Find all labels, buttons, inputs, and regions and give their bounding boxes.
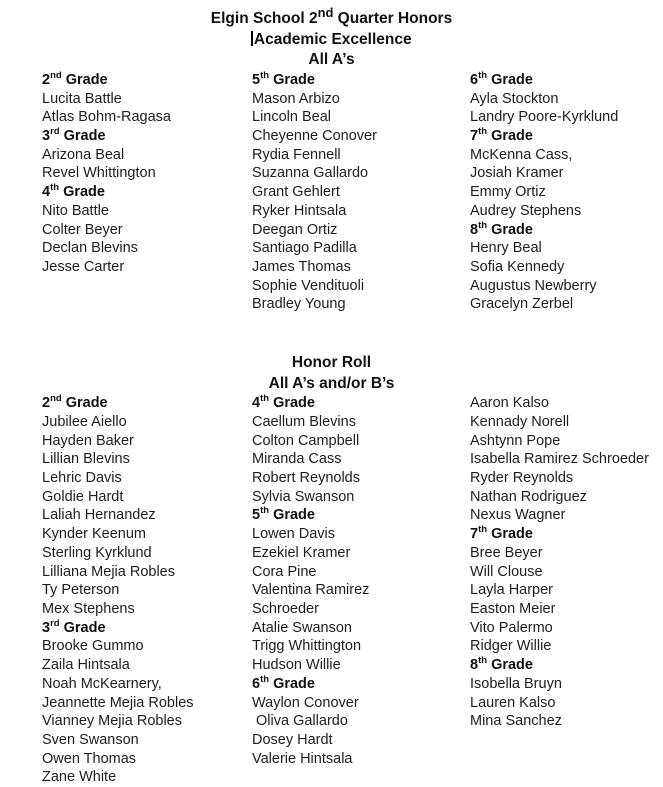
student-name: Isobella Bruyn (470, 675, 562, 692)
student-name: Kennady Norell (470, 413, 570, 430)
student-name: Sven Swanson (42, 731, 139, 748)
student-name: Colter Beyer (42, 221, 123, 238)
student-name: Hudson Willie (252, 657, 341, 674)
student-name: Audrey Stephens (470, 202, 582, 219)
student-name: Lowen Davis (252, 526, 336, 543)
student-name: Nexus Wagner (470, 507, 566, 524)
student-name: Declan Blevins (42, 240, 138, 257)
student-name: Dosey Hardt (252, 731, 333, 748)
student-name: Ezekiel Kramer (252, 544, 351, 561)
student-name: Nathan Rodriguez (470, 488, 587, 505)
student-name: Miranda Cass (252, 451, 342, 468)
student-name: Caellum Blevins (252, 413, 356, 430)
student-name: Atalie Swanson (252, 619, 352, 636)
student-name: Revel Whittington (42, 165, 156, 182)
student-name: Sterling Kyrklund (42, 544, 152, 561)
student-name: Ryker Hintsala (252, 202, 347, 219)
column (470, 71, 663, 314)
document-title-ordinal: nd (317, 5, 334, 20)
grade-header: 8th Grade (470, 655, 533, 674)
grade-header: 3rd Grade (42, 617, 106, 636)
student-name: Henry Beal (470, 240, 542, 257)
student-name: Valerie Hintsala (252, 750, 353, 767)
student-name: Vianney Mejia Robles (42, 713, 182, 730)
academic-excellence-label: Academic Excellence (253, 30, 412, 48)
student-name: Layla Harper (470, 582, 554, 599)
student-name: Lehric Davis (42, 470, 122, 487)
student-name: Ryder Reynolds (470, 470, 574, 487)
student-name: Ashtynn Pope (470, 432, 561, 449)
student-name: Oliva Gallardo (252, 713, 348, 730)
student-name: Colton Campbell (252, 432, 360, 449)
grade-header: 2nd Grade (42, 70, 108, 88)
student-name: Owen Thomas (42, 750, 137, 767)
student-name: Gracelyn Zerbel (470, 296, 574, 313)
student-name: Jeannette Mejia Robles (42, 694, 194, 711)
student-name: Schroeder (252, 601, 319, 617)
grade-header: 5th Grade (252, 70, 315, 88)
student-name: McKenna Cass, (470, 146, 573, 163)
student-name: Augustus Newberry (470, 277, 597, 294)
student-name: Mina Sanchez (470, 713, 562, 730)
student-name: Laliah Hernandez (42, 507, 156, 524)
student-name: Cheyenne Conover (252, 128, 377, 145)
student-name: Easton Meier (470, 601, 556, 617)
grade-header: 7th Grade (470, 126, 533, 145)
student-name: Noah McKearnery, (42, 675, 162, 692)
student-name: James Thomas (252, 258, 351, 275)
student-name: Rydia Fennell (252, 146, 341, 163)
student-name: Zane White (42, 769, 117, 786)
student-name: Ayla Stockton (470, 90, 559, 107)
grade-header: 8th Grade (470, 219, 533, 238)
student-name: Lillian Blevins (42, 451, 130, 468)
student-name: Jesse Carter (42, 258, 125, 275)
column (470, 394, 663, 787)
text-cursor (251, 31, 253, 46)
student-name: Isabella Ramirez Schroeder (470, 451, 649, 468)
academic-excellence-columns (0, 71, 663, 314)
student-name: Nito Battle (42, 202, 109, 219)
student-name: Sofia Kennedy (470, 258, 565, 275)
student-name: Robert Reynolds (252, 470, 360, 487)
student-name: Hayden Baker (42, 432, 134, 449)
student-name: Vito Palermo (470, 619, 553, 636)
section-subtitle-academic-excellence (0, 30, 663, 51)
student-name: Lauren Kalso (470, 694, 556, 711)
grade-header: 7th Grade (470, 524, 533, 543)
student-name: Landry Poore-Kyrklund (470, 109, 619, 126)
grade-header: 5th Grade (252, 505, 315, 524)
grade-header: 6th Grade (252, 673, 315, 692)
section-subtitle-all-as-and-or-bs: All A’s and/or B’s (268, 374, 395, 392)
section-divider-space (0, 314, 663, 353)
student-name: Trigg Whittington (252, 638, 362, 655)
student-name: Goldie Hardt (42, 488, 124, 505)
student-name: Will Clouse (470, 563, 543, 580)
student-name: Ty Peterson (42, 582, 120, 599)
column (42, 394, 252, 787)
student-name: Jubilee Aiello (42, 413, 127, 430)
student-name: Lucita Battle (42, 90, 122, 107)
document-title-text-after: Quarter Honors (333, 10, 453, 28)
student-name: Mex Stephens (42, 601, 135, 617)
grade-header: 4th Grade (252, 393, 315, 412)
student-name: Deegan Ortiz (252, 221, 338, 238)
student-name: Mason Arbizo (252, 90, 340, 107)
grade-header: 4th Grade (42, 182, 105, 201)
grade-header: 6th Grade (470, 70, 533, 88)
column (42, 71, 252, 314)
student-name: Sophie Vendituoli (252, 277, 365, 294)
student-name: Bradley Young (252, 296, 346, 313)
student-name: Grant Gehlert (252, 184, 340, 201)
student-name: Waylon Conover (252, 694, 359, 711)
student-name: Aaron Kalso (470, 395, 549, 412)
grade-header: 2nd Grade (42, 393, 108, 412)
column (252, 71, 470, 314)
student-name: Kynder Keenum (42, 526, 146, 543)
student-name: Suzanna Gallardo (252, 165, 369, 182)
student-name: Brooke Gummo (42, 638, 144, 655)
student-name: Ridger Willie (470, 638, 552, 655)
student-name: Arizona Beal (42, 146, 125, 163)
student-name: Santiago Padilla (252, 240, 357, 257)
student-name: Lilliana Mejia Robles (42, 563, 175, 580)
document-title (0, 3, 663, 30)
section-title-honor-roll: Honor Roll (291, 354, 372, 372)
column (252, 394, 470, 787)
grade-header: 3rd Grade (42, 126, 106, 145)
section-subtitle-all-as: All A’s (308, 51, 355, 69)
student-name: Emmy Ortiz (470, 184, 546, 201)
student-name: Valentina Ramirez (252, 582, 370, 599)
honor-roll-columns (0, 394, 663, 787)
student-name: Lincoln Beal (252, 109, 331, 126)
student-name: Cora Pine (252, 563, 317, 580)
student-name: Sylvia Swanson (252, 488, 355, 505)
student-name: Zaila Hintsala (42, 657, 130, 674)
student-name: Atlas Bohm-Ragasa (42, 109, 171, 126)
student-name: Bree Beyer (470, 544, 543, 561)
document-title-text: Elgin School 2 (210, 10, 318, 28)
student-name: Josiah Kramer (470, 165, 564, 182)
